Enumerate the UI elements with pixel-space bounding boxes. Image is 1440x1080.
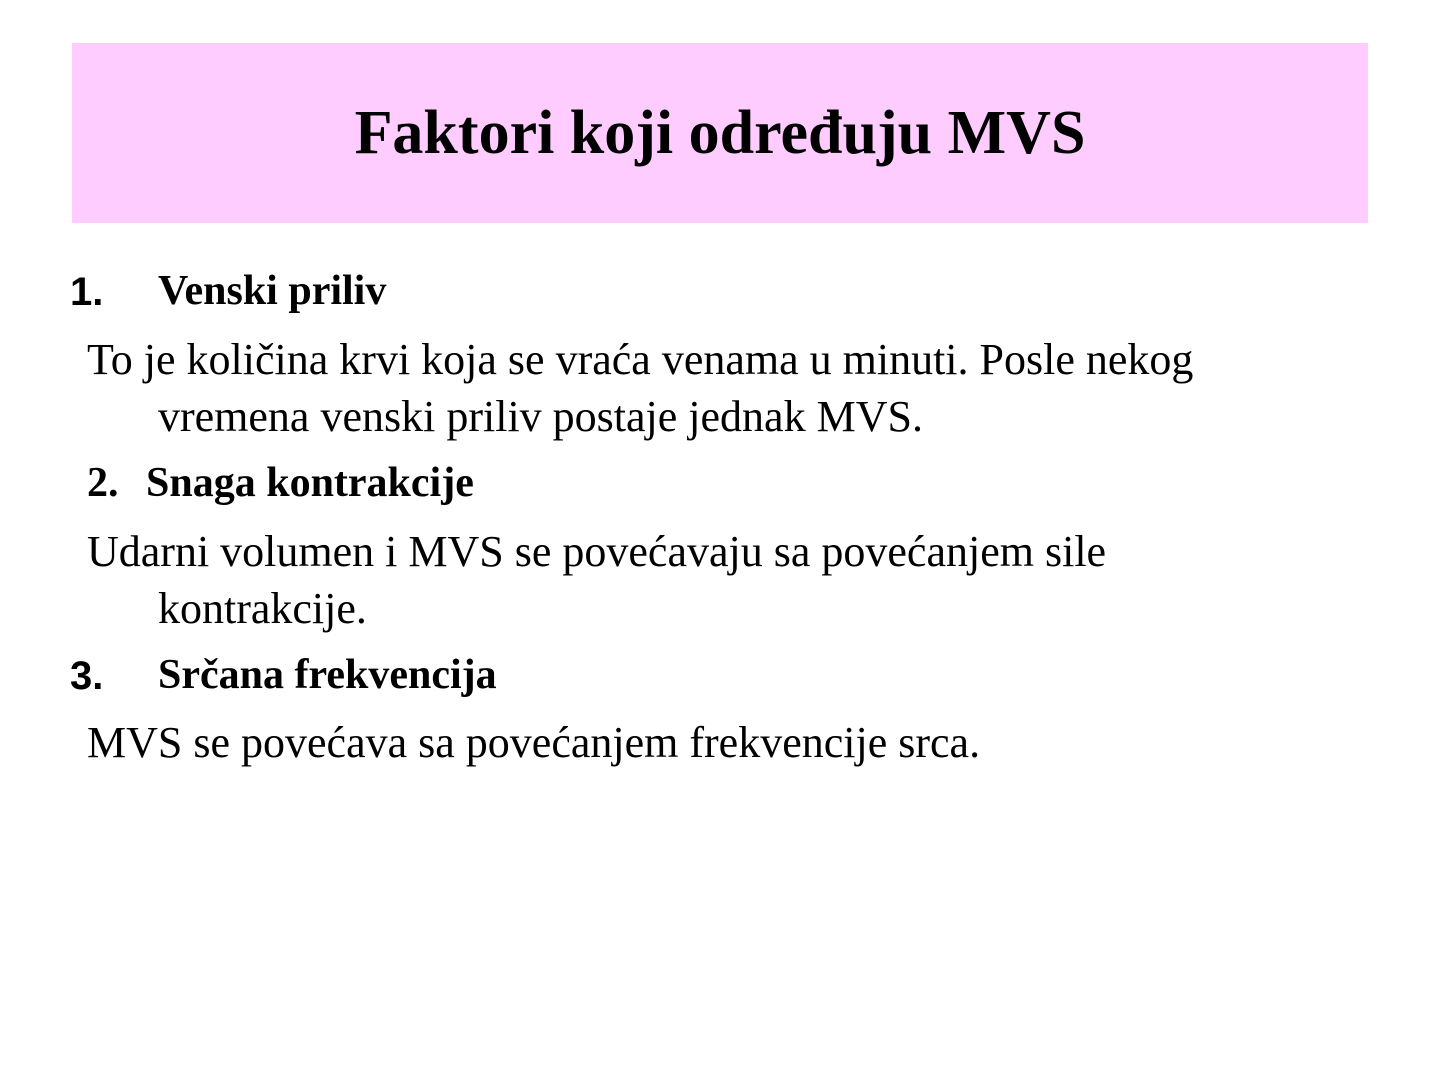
item-number: 3. bbox=[70, 654, 104, 698]
item-text: kontrakcije. bbox=[158, 584, 367, 633]
item-text: MVS se povećava sa povećanjem frekvencije srca. bbox=[87, 718, 981, 767]
slide-title: Faktori koji određuju MVS bbox=[354, 98, 1086, 167]
item-heading: Srčana frekvencija bbox=[158, 652, 497, 698]
item-text: Udarni volumen i MVS se povećavaju sa povećanjem sile bbox=[87, 527, 1107, 576]
item-heading: Snaga kontrakcije bbox=[146, 460, 474, 506]
title-banner bbox=[72, 43, 1368, 223]
item-text: vremena venski priliv postaje jednak MVS. bbox=[158, 392, 923, 441]
item-number: 1. bbox=[70, 270, 104, 314]
item-text: To je količina krvi koja se vraća venama u minuti. Posle nekog bbox=[87, 335, 1194, 384]
item-heading: Venski priliv bbox=[158, 268, 387, 314]
item-number: 2. bbox=[87, 460, 119, 506]
